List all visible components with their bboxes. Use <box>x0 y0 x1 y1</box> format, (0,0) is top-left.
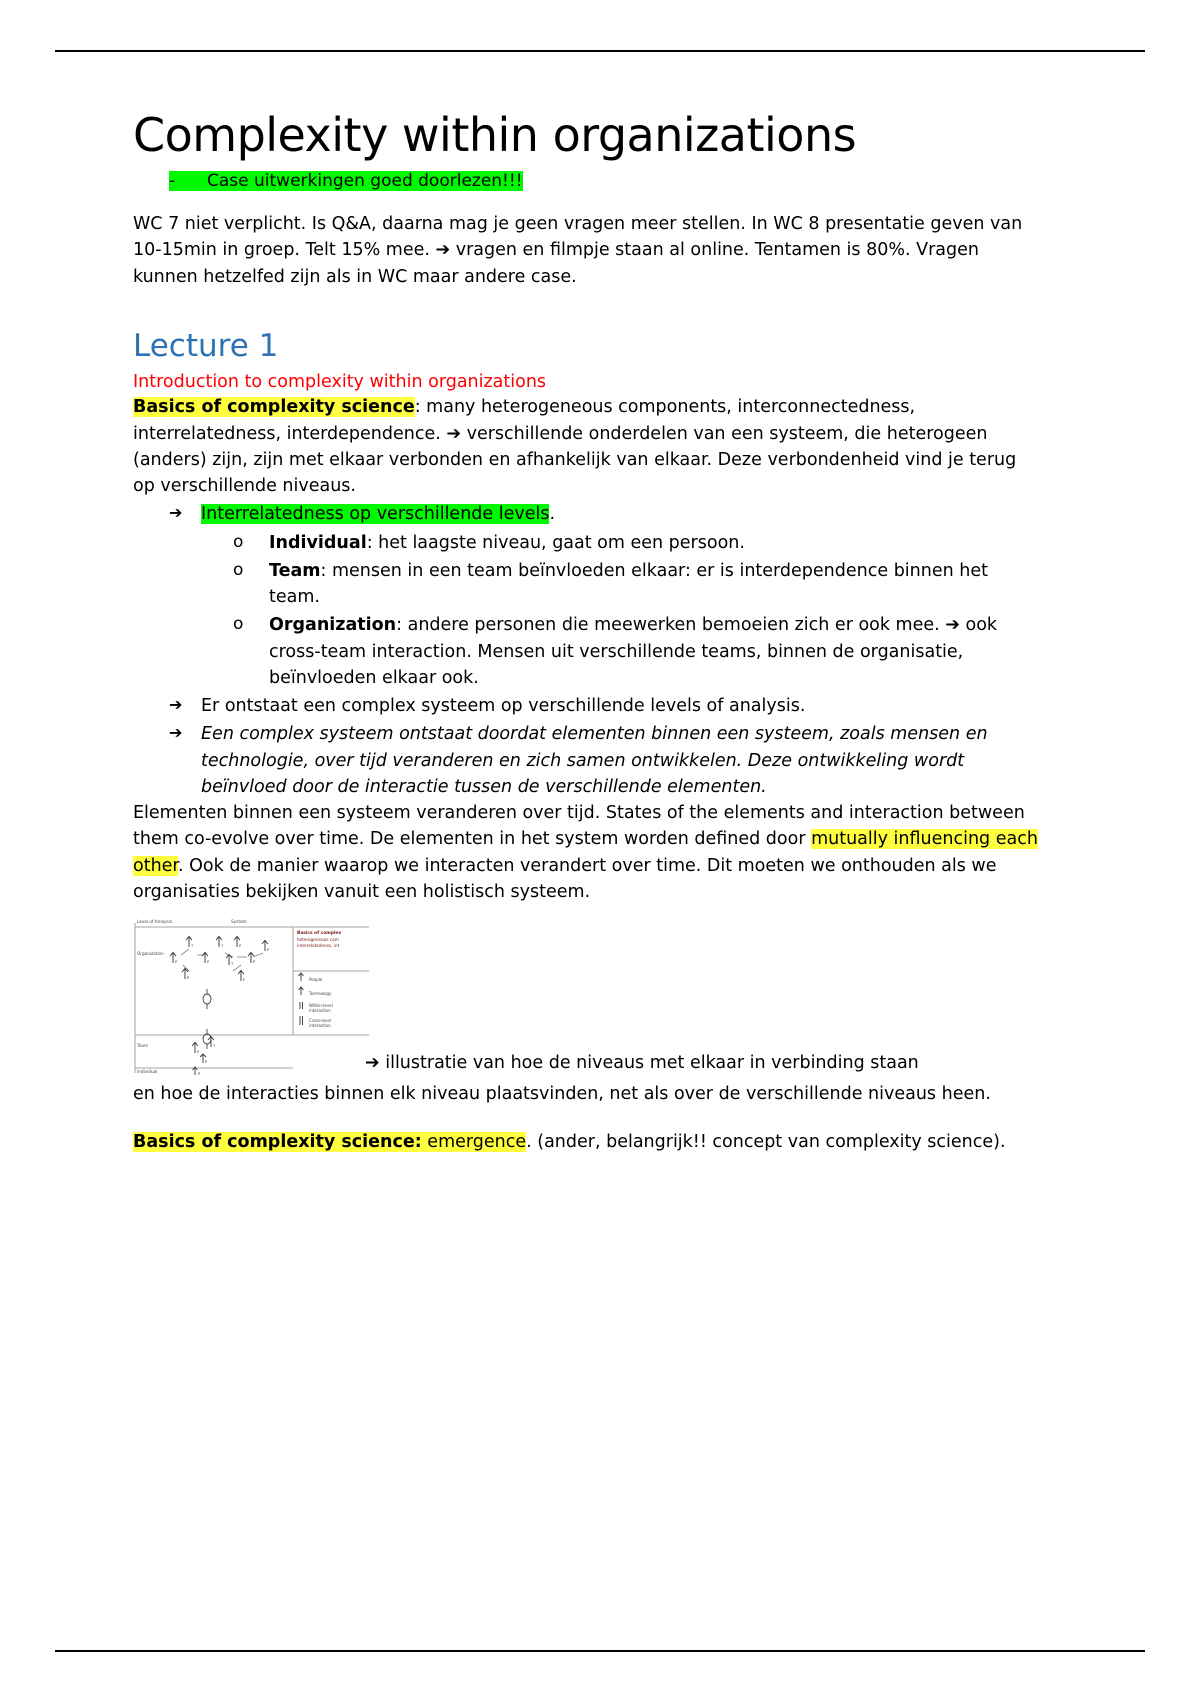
level-definition: : mensen in een team beïnvloeden elkaar: er is interdependence binnen het team. <box>269 560 988 608</box>
svg-text:interaction: interaction <box>309 1023 331 1029</box>
level-term: Team <box>269 560 321 581</box>
basics-rest: : many heterogeneous components, interconnectedness, interrelatedness, interdependence. ➔ verschillende onderdelen van een systeem, die heterogeen (anders) zijn, zijn met elkaar verbonden en afhankelijk van elkaar. Deze verbondenheid vind je terug op verschillende niveaus. <box>133 397 1017 497</box>
svg-text:T: T <box>213 1044 216 1049</box>
level-definition: : andere personen die meewerken bemoeien zich er ook mee. ➔ ook cross-team interaction. Mensen uit verschillende teams, binnen de organisatie, beïnvloeden elkaar ook. <box>269 615 998 688</box>
list-item <box>169 721 1038 800</box>
svg-text:Within-level: Within-level <box>309 1003 333 1009</box>
level-term: Individual <box>269 532 367 553</box>
svg-text:P: P <box>267 948 270 953</box>
page-title: Complexity within organizations <box>133 108 857 162</box>
arrow-icon: ➔ <box>169 695 183 715</box>
lecture-heading: Lecture 1 <box>133 327 279 364</box>
svg-text:Organization: Organization <box>137 951 164 957</box>
note-text: Case uitwerkingen goed doorlezen!!! <box>207 170 523 191</box>
svg-text:T: T <box>191 944 194 949</box>
circle-marker-icon: o <box>233 531 244 552</box>
basics-label: Basics of complexity science <box>133 397 415 418</box>
figure-caption: ➔ illustratie van hoe de niveaus met elkaar in verbinding staan <box>365 1053 919 1074</box>
basics-paragraph <box>133 394 1038 499</box>
list-item <box>233 558 1038 611</box>
arrow-list-top <box>133 501 1038 527</box>
svg-text:Level of Analysis: Level of Analysis <box>137 919 173 925</box>
svg-text:People: People <box>309 977 323 983</box>
svg-text:P: P <box>239 944 242 949</box>
svg-text:System: System <box>231 919 247 925</box>
level-definition: : het laagste niveau, gaat om een persoon. <box>366 532 745 553</box>
svg-text:P: P <box>253 960 256 965</box>
figure-area <box>133 913 1038 1081</box>
interrelatedness-tail: . <box>549 504 556 525</box>
header-rule <box>55 50 1145 52</box>
svg-text:T: T <box>231 962 234 967</box>
svg-text:interrelatedness, int: interrelatedness, int <box>297 943 340 949</box>
arrow-list-bottom <box>133 693 1038 800</box>
list-item <box>169 693 1038 719</box>
circle-marker-icon: o <box>233 559 244 580</box>
arrow-icon: ➔ <box>169 503 183 523</box>
emergence-paragraph <box>133 1129 1038 1155</box>
levels-list <box>133 530 1038 692</box>
list-item <box>233 530 1038 556</box>
list-item <box>233 612 1038 691</box>
svg-text:P: P <box>175 960 178 965</box>
svg-text:Basics of complex: Basics of complex <box>297 931 342 937</box>
after-figure-text: en hoe de interacties binnen elk niveau plaatsvinden, net als over de verschillende niveaus heen. <box>133 1084 991 1105</box>
svg-text:P: P <box>207 960 210 965</box>
interrelatedness-highlight: Interrelatedness op verschillende levels <box>201 504 550 525</box>
svg-text:interaction: interaction <box>309 1008 331 1014</box>
svg-text:P: P <box>197 1050 200 1055</box>
emergence-word: emergence <box>427 1132 527 1153</box>
svg-text:heterogeneous com: heterogeneous com <box>297 937 339 943</box>
mutually-influencing-highlight: mutually influencing each other <box>133 829 1038 876</box>
list-item <box>169 501 1038 527</box>
complex-system-text: Er ontstaat een complex systeem op verschillende levels of analysis. <box>201 696 806 717</box>
svg-text:P: P <box>187 976 190 981</box>
intro-paragraph: WC 7 niet verplicht. Is Q&A, daarna mag je geen vragen meer stellen. In WC 8 presentatie geven van 10-15min in groep. Telt 15% mee. ➔ vragen en filmpje staan al online. Tentamen is 80%. Vragen kunnen hetzelfed zijn als in WC maar andere case. <box>133 214 1023 287</box>
circle-marker-icon: o <box>233 614 244 635</box>
note-dash: - <box>169 170 176 191</box>
co-evolution-text: Een complex systeem ontstaat doordat elementen binnen een systeem, zoals mensen en technologie, over tijd veranderen en zich samen ontwikkelen. Deze ontwikkeling wordt beïnvloed door de interactie tussen de verschillende elementen. <box>201 724 988 797</box>
emergence-rest: . (ander, belangrijk!! concept van complexity science). <box>526 1132 1006 1153</box>
svg-text:P: P <box>198 1072 201 1077</box>
emergence-label: Basics of complexity science: <box>133 1132 422 1153</box>
document-content <box>133 110 1038 1156</box>
svg-text:Technology: Technology <box>309 991 332 997</box>
svg-text:P: P <box>243 978 246 983</box>
footer-rule <box>55 1650 1145 1652</box>
arrow-icon: ➔ <box>169 723 183 743</box>
svg-text:Cross-level: Cross-level <box>309 1018 331 1024</box>
elements-part-b: . Ook de manier waarop we interacten verandert over time. Dit moeten we onthouden als we organisaties bekijken vanuit een holistisch systeem. <box>133 855 997 902</box>
svg-text:Individual: Individual <box>137 1069 158 1075</box>
elements-paragraph <box>133 800 1038 905</box>
lecture-subtitle: Introduction to complexity within organizations <box>133 371 547 392</box>
level-term: Organization <box>269 615 397 636</box>
svg-text:Team: Team <box>137 1043 149 1049</box>
svg-text:T: T <box>221 944 224 949</box>
elements-part-a: Elementen binnen een systeem veranderen over tijd. States of the elements and interaction between them co-evolve over time. De elementen in het system worden defined door <box>133 803 1025 850</box>
levels-of-analysis-diagram <box>133 913 373 1078</box>
highlighted-note <box>169 169 1038 194</box>
svg-text:P: P <box>205 1060 208 1065</box>
